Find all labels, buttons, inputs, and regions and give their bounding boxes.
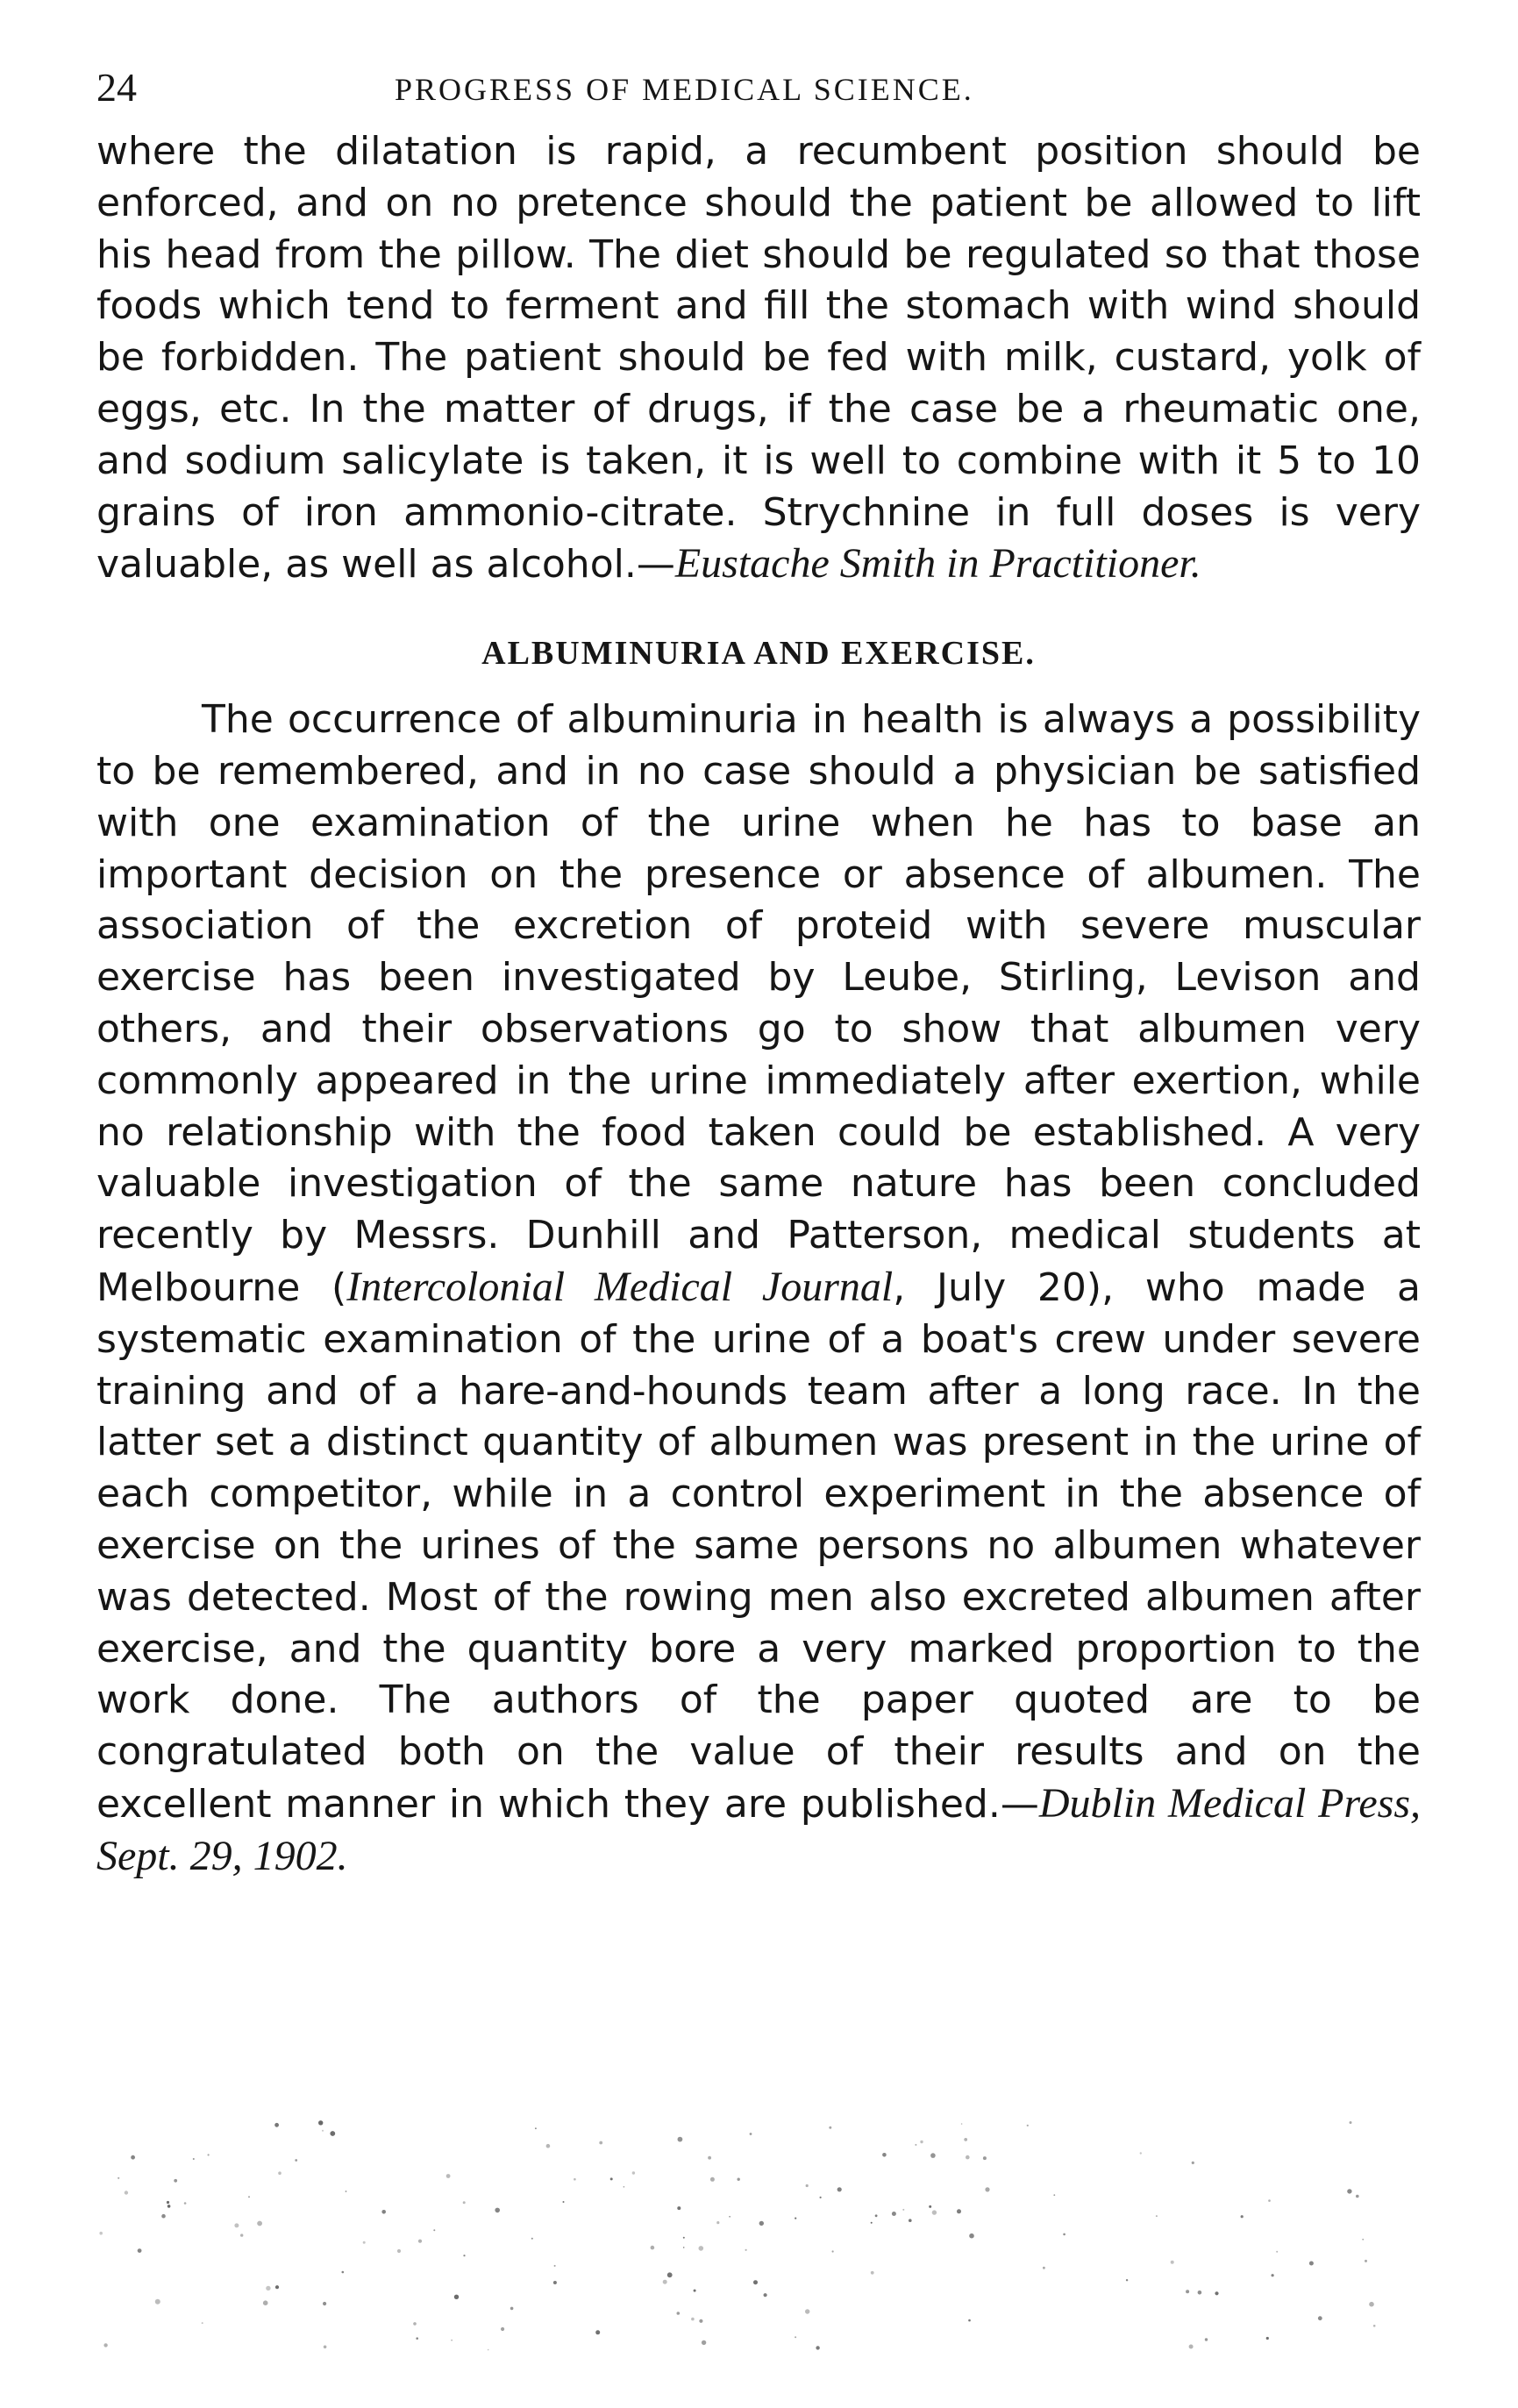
- speckle-dot: [961, 2123, 963, 2125]
- speckle-dot: [418, 2240, 422, 2243]
- speckle-dot: [103, 2343, 107, 2347]
- speckle-dot: [248, 2196, 250, 2198]
- speckle-dot: [1198, 2290, 1202, 2295]
- speckle-dot: [708, 2156, 711, 2160]
- speckle-dot: [413, 2322, 417, 2326]
- speckle-dot: [446, 2174, 451, 2178]
- speckle-dot: [595, 2330, 600, 2334]
- speckle-dot: [274, 2123, 279, 2127]
- speckle-dot: [957, 2209, 961, 2213]
- speckle-dot: [138, 2248, 142, 2253]
- speckle-dot: [795, 2218, 796, 2219]
- speckle-dot: [964, 2138, 967, 2141]
- page: [96, 61, 1421, 1884]
- speckle-dot: [667, 2272, 673, 2277]
- speckle-dot: [651, 2246, 655, 2250]
- speckle-dot: [342, 2271, 345, 2274]
- speckle-dot: [263, 2300, 268, 2305]
- speckle-dot: [610, 2177, 613, 2180]
- speckle-dot: [323, 2302, 326, 2305]
- speckle-dot: [266, 2286, 270, 2290]
- speckle-dot: [535, 2127, 537, 2129]
- paragraph-text-a: The occurrence of albuminuria in health is always a possibility to be remembered, and in no case should a physician be satisfied with one examination of the urine when he has to base an important decision on the presence or absence of albumen. The association of the excretion of proteid with severe muscular exercise has been investigated by Leube, Stirling, Levison and others, and their observations go to show that albumen very commonly appeared in the urine immediately after exertion, while no relationship with the food taken could be established. A very valuable investigation of the same nature has been concluded recently by Messrs. Dunhill and Patterson, medical students at Melbourne (: [96, 697, 1421, 1310]
- speckle-dot: [875, 2214, 878, 2217]
- speckle-dot: [118, 2177, 119, 2179]
- paragraph-text: where the dilatation is rapid, a recumbent position should be enforced, and on no pretence should the patient be allowed to lift his head from the pillow. The diet should be regulated so that those foods which tend to ferment and fill the stomach with wind should be forbidden. The patient should be fed with milk, custard, yolk of eggs, etc. In the matter of drugs, if the case be a rheumatic one, and sodium salicylate is taken, it is well to combine with it 5 to 10 grains of iron ammonio-citrate. Strychnine in full doses is very valuable, as well as alcohol.: [96, 129, 1421, 588]
- page-number: 24: [96, 65, 137, 110]
- speckle-dot: [381, 2210, 386, 2214]
- speckle-dot: [1189, 2345, 1194, 2349]
- speckle-dot: [208, 2154, 210, 2155]
- speckle-dot: [1063, 2233, 1065, 2236]
- speckle-dot: [806, 2184, 809, 2187]
- speckle-dot: [1205, 2338, 1208, 2340]
- citation-dash: —: [636, 542, 675, 588]
- speckle-dot: [330, 2131, 335, 2136]
- speckle-dot: [324, 2346, 327, 2349]
- speckle-dot: [968, 2319, 971, 2322]
- speckle-dot: [1268, 2199, 1271, 2202]
- speckle-dot: [174, 2179, 177, 2183]
- speckle-dot: [451, 2340, 453, 2341]
- speckle-dot: [346, 2191, 347, 2192]
- speckle-dot: [832, 2250, 834, 2252]
- speckle-dot: [677, 2312, 681, 2315]
- speckle-dot: [882, 2153, 887, 2157]
- citation-dash: —: [1000, 1781, 1039, 1827]
- speckle-dot: [546, 2144, 551, 2148]
- speckle-dot: [397, 2249, 401, 2253]
- speckle-dot: [574, 2178, 576, 2181]
- speckle-dot: [915, 2144, 916, 2146]
- speckle-dot: [729, 2216, 730, 2218]
- speckle-dot: [1276, 2251, 1278, 2253]
- citation-eustache-smith: Eustache Smith in Practitioner.: [674, 540, 1201, 588]
- speckle-dot: [1362, 2239, 1364, 2241]
- running-title: PROGRESS OF MEDICAL SCIENCE.: [395, 72, 974, 107]
- speckle-dot: [553, 2281, 557, 2284]
- speckle-dot: [1027, 2125, 1029, 2127]
- speckle-dot: [985, 2187, 989, 2191]
- speckle-dot: [1365, 2260, 1367, 2262]
- speckle-dot: [202, 2322, 203, 2324]
- speckle-dot: [488, 2349, 489, 2351]
- citation-dublin-medical-press: Dublin Medical Press, Sept. 29, 1902.: [96, 1779, 1422, 1879]
- speckle-dot: [710, 2177, 715, 2182]
- speckle-dot: [240, 2233, 243, 2236]
- speckle-dot: [278, 2171, 282, 2175]
- speckle-dot: [969, 2233, 974, 2239]
- speckle-dot: [753, 2280, 758, 2284]
- speckle-dot: [416, 2337, 418, 2340]
- speckle-dot: [871, 2222, 873, 2224]
- speckle-dot: [699, 2246, 704, 2251]
- speckle-dot: [909, 2219, 912, 2222]
- speckle-dot: [678, 2137, 683, 2142]
- speckle-dot: [1369, 2302, 1374, 2307]
- speckle-dot: [322, 2130, 324, 2132]
- paragraph-albuminuria: [96, 695, 1421, 1883]
- speckle-dot: [193, 2158, 195, 2160]
- speckle-dot: [1373, 2325, 1376, 2327]
- speckle-dot: [795, 2336, 796, 2338]
- speckle-dot: [1126, 2279, 1128, 2281]
- speckle-dot: [1140, 2152, 1142, 2154]
- speckle-dot: [829, 2127, 831, 2129]
- speckle-dot: [694, 2290, 696, 2292]
- speckle-dot: [930, 2153, 936, 2158]
- speckle-dot: [295, 2159, 297, 2162]
- speckle-dot: [750, 2133, 752, 2135]
- speckle-dot: [683, 2247, 685, 2248]
- speckle-dot: [702, 2340, 706, 2345]
- speckle-dot: [1053, 2194, 1055, 2196]
- speckle-dot: [131, 2155, 135, 2160]
- speckle-dot: [1356, 2195, 1359, 2198]
- speckle-dot: [1192, 2162, 1194, 2164]
- speckle-dot: [738, 2178, 740, 2181]
- speckle-dot: [363, 2241, 366, 2244]
- running-head: [96, 61, 1421, 126]
- speckle-dot: [892, 2212, 896, 2216]
- speckle-dot: [234, 2223, 239, 2227]
- speckle-dot: [161, 2214, 166, 2219]
- paragraph-text-b: , July 20), who made a systematic examination of the urine of a boat's crew under severe training and of a hare-and-hounds team after a long race. In the latter set a distinct quantity of albumen was present in the urine of each competitor, while in a control experiment in the absence of exercise on the urines of the same persons no albumen whatever was detected. Most of the rowing men also excreted albumen after exercise, and the quantity bore a very marked proportion to the work done. The authors of the paper quoted are to be congratulated both on the value of their results and on the excellent manner in which they are published.: [96, 1265, 1422, 1827]
- speckle-dot: [820, 2197, 822, 2198]
- journal-title: Intercolonial Medical Journal: [346, 1263, 894, 1310]
- speckle-dot: [184, 2202, 187, 2205]
- speckle-dot: [1241, 2215, 1244, 2218]
- speckle-dot: [554, 2265, 556, 2267]
- speckle-dot: [454, 2295, 459, 2299]
- bleed-through-speckle: [96, 2118, 1421, 2355]
- speckle-dot: [764, 2293, 767, 2297]
- speckle-dot: [929, 2205, 931, 2208]
- speckle-dot: [1318, 2316, 1322, 2320]
- speckle-dot: [691, 2318, 695, 2321]
- speckle-dot: [563, 2201, 565, 2203]
- speckle-dot: [318, 2120, 323, 2125]
- speckle-dot: [816, 2346, 819, 2349]
- speckle-dot: [716, 2221, 719, 2224]
- speckle-dot: [920, 2141, 923, 2143]
- speckle-dot: [1350, 2121, 1352, 2124]
- speckle-dot: [501, 2327, 504, 2331]
- speckle-dot: [932, 2210, 937, 2214]
- paragraph-diet-treatment: [96, 126, 1421, 591]
- speckle-dot: [495, 2208, 500, 2213]
- speckle-dot: [1266, 2337, 1269, 2340]
- speckle-dot: [745, 2249, 747, 2251]
- speckle-dot: [1171, 2261, 1174, 2264]
- speckle-dot: [966, 2155, 970, 2160]
- speckle-dot: [599, 2141, 602, 2145]
- speckle-dot: [463, 2255, 465, 2256]
- speckle-dot: [275, 2285, 279, 2289]
- speckle-dot: [155, 2299, 160, 2305]
- speckle-dot: [837, 2187, 842, 2191]
- speckle-dot: [1186, 2290, 1189, 2293]
- speckle-dot: [1156, 2215, 1158, 2217]
- speckle-dot: [125, 2191, 128, 2194]
- speckle-dot: [759, 2221, 764, 2226]
- speckle-dot: [871, 2271, 874, 2275]
- speckle-dot: [1215, 2291, 1218, 2295]
- speckle-dot: [677, 2206, 681, 2210]
- speckle-dot: [663, 2280, 667, 2284]
- speckle-dot: [433, 2229, 435, 2231]
- section-heading: ALBUMINURIA AND EXERCISE.: [481, 635, 1036, 673]
- speckle-dot: [510, 2307, 514, 2311]
- speckle-dot: [99, 2232, 103, 2235]
- speckle-dot: [983, 2156, 987, 2160]
- speckle-dot: [902, 2209, 904, 2211]
- speckle-dot: [531, 2238, 533, 2240]
- speckle-dot: [1272, 2274, 1274, 2276]
- speckle-dot: [699, 2319, 702, 2323]
- speckle-dot: [257, 2221, 262, 2226]
- speckle-dot: [632, 2171, 635, 2174]
- speckle-dot: [463, 2201, 466, 2204]
- speckle-dot: [167, 2201, 169, 2204]
- speckle-dot: [683, 2237, 685, 2239]
- speckle-dot: [624, 2186, 625, 2188]
- speckle-dot: [1043, 2267, 1045, 2269]
- speckle-dot: [167, 2205, 171, 2208]
- speckle-dot: [1347, 2189, 1351, 2193]
- speckle-dot: [1309, 2262, 1314, 2266]
- speckle-dot: [805, 2309, 809, 2313]
